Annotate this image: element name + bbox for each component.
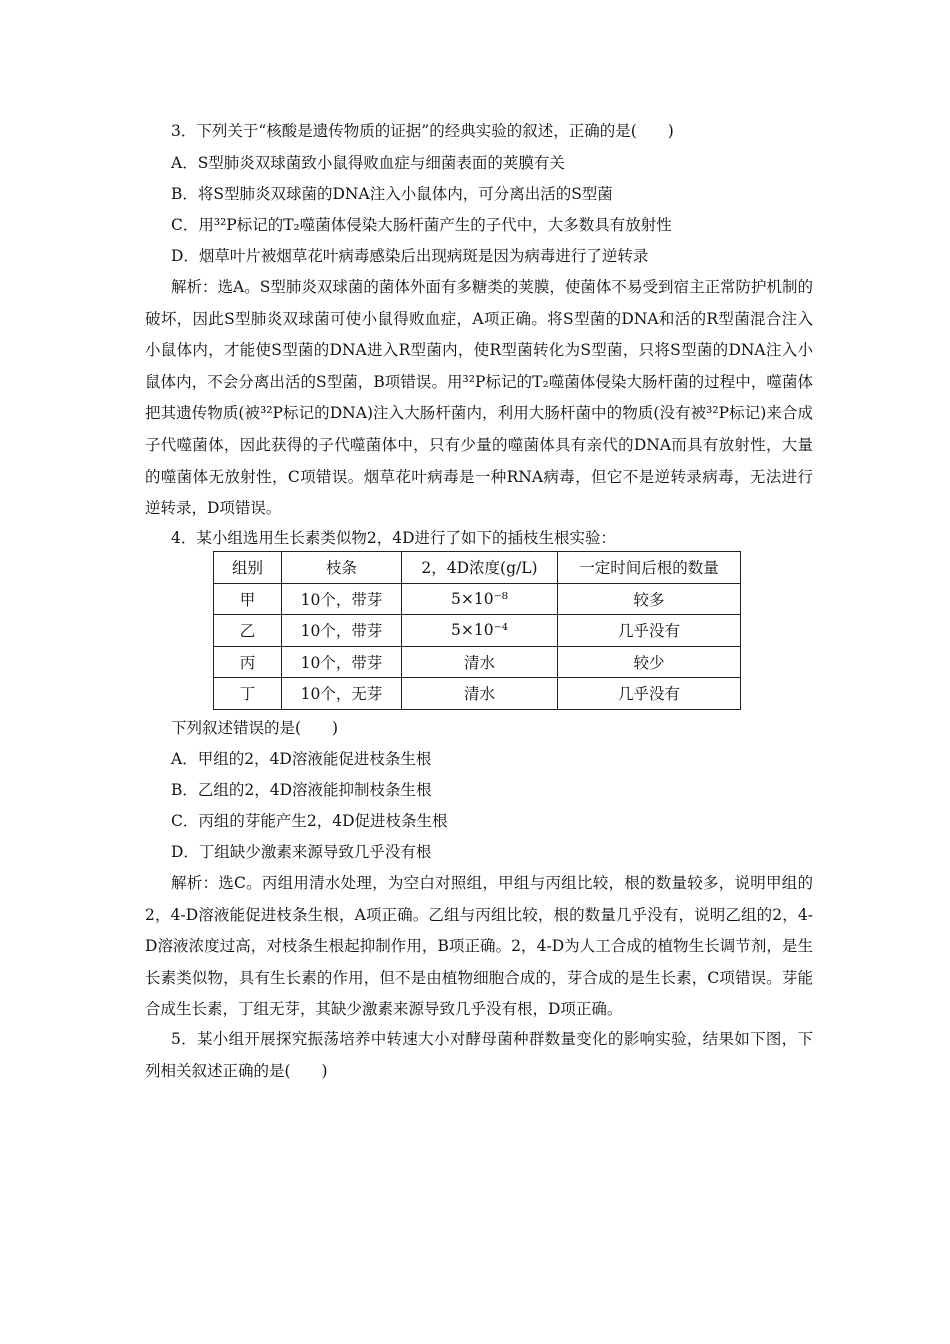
q5-stem-block	[145, 1024, 813, 1087]
table-cell: 10个，带芽	[282, 615, 402, 647]
q3-stem: 3．下列关于“核酸是遗传物质的证据”的经典实验的叙述，正确的是( )	[171, 122, 674, 140]
q5-stem: 5．某小组开展探究振荡培养中转速大小对酵母菌种群数量变化的影响实验，结果如下图，下列相关叙述正确的是( )	[145, 1030, 813, 1080]
table-row	[214, 583, 741, 615]
table-header-cell: 组别	[214, 552, 282, 584]
q3-option-d: D．烟草叶片被烟草花叶病毒感染后出现病斑是因为病毒进行了逆转录	[171, 247, 649, 265]
q4-option-a: A．甲组的2，4D溶液能促进枝条生根	[171, 750, 432, 768]
table-header-cell: 一定时间后根的数量	[558, 552, 741, 584]
table-cell: 10个，带芽	[282, 583, 402, 615]
q4-option-d: D．丁组缺少激素来源导致几乎没有根	[171, 843, 432, 861]
table-cell: 5×10⁻⁸	[402, 583, 558, 615]
q4-question: 下列叙述错误的是( )	[171, 719, 339, 737]
table-cell: 甲	[214, 583, 282, 615]
q3-option-b: B．将S型肺炎双球菌的DNA注入小鼠体内，可分离出活的S型菌	[171, 185, 613, 203]
q4-option-b: B．乙组的2，4D溶液能抑制枝条生根	[171, 781, 432, 799]
q3-option-c: C．用³²P标记的T₂噬菌体侵染大肠杆菌产生的子代中，大多数具有放射性	[171, 216, 672, 234]
table-header-row	[214, 552, 741, 584]
table-row	[214, 678, 741, 710]
q4-analysis-text: 解析：选C。丙组用清水处理，为空白对照组，甲组与丙组比较，根的数量较多，说明甲组的2，4-D溶液能促进枝条生根，A项正确。乙组与丙组比较，根的数量几乎没有，说明乙组的2，4-D溶液浓度过高，对枝条生根起抑制作用，B项正确。2，4-D为人工合成的植物生长调节剂，是生长素类似物，具有生长素的作用，但不是由植物细胞合成的，芽合成的是生长素，C项错误。芽能合成生长素，丁组无芽，其缺少激素来源导致几乎没有根，D项正确。	[145, 874, 813, 1019]
table-cell: 清水	[402, 678, 558, 710]
table-cell: 5×10⁻⁴	[402, 615, 558, 647]
q3-option-a: A．S型肺炎双球菌致小鼠得败血症与细菌表面的荚膜有关	[171, 154, 565, 172]
q4-analysis	[145, 868, 813, 1026]
table-cell: 丁	[214, 678, 282, 710]
table-cell: 10个，带芽	[282, 646, 402, 678]
table-cell: 较多	[558, 583, 741, 615]
table-cell: 几乎没有	[558, 678, 741, 710]
table-cell: 清水	[402, 646, 558, 678]
table-header-cell: 枝条	[282, 552, 402, 584]
table-cell: 乙	[214, 615, 282, 647]
q4-table	[213, 551, 741, 710]
table-cell: 10个，无芽	[282, 678, 402, 710]
q3-analysis-text: 解析：选A。S型肺炎双球菌的菌体外面有多糖类的荚膜，使菌体不易受到宿主正常防护机制的破坏，因此S型肺炎双球菌可使小鼠得败血症，A项正确。将S型菌的DNA和活的R型菌混合注入小鼠体内，才能使S型菌的DNA进入R型菌内，使R型菌转化为S型菌，只将S型菌的DNA注入小鼠体内，不会分离出活的S型菌，B项错误。用³²P标记的T₂噬菌体侵染大肠杆菌的过程中，噬菌体把其遗传物质(被³²P标记的DNA)注入大肠杆菌内，利用大肠杆菌中的物质(没有被³²P标记)来合成子代噬菌体，因此获得的子代噬菌体中，只有少量的噬菌体具有亲代的DNA而具有放射性，大量的噬菌体无放射性，C项错误。烟草花叶病毒是一种RNA病毒，但它不是逆转录病毒，无法进行逆转录，D项错误。	[145, 278, 813, 518]
table-cell: 丙	[214, 646, 282, 678]
table-row	[214, 646, 741, 678]
table-header-cell: 2，4D浓度(g/L)	[402, 552, 558, 584]
table-cell: 较少	[558, 646, 741, 678]
q4-stem: 4．某小组选用生长素类似物2，4D进行了如下的插枝生根实验：	[171, 529, 617, 547]
table-row	[214, 615, 741, 647]
q4-option-c: C．丙组的芽能产生2，4D促进枝条生根	[171, 812, 448, 830]
q3-analysis	[145, 272, 813, 525]
table-cell: 几乎没有	[558, 615, 741, 647]
